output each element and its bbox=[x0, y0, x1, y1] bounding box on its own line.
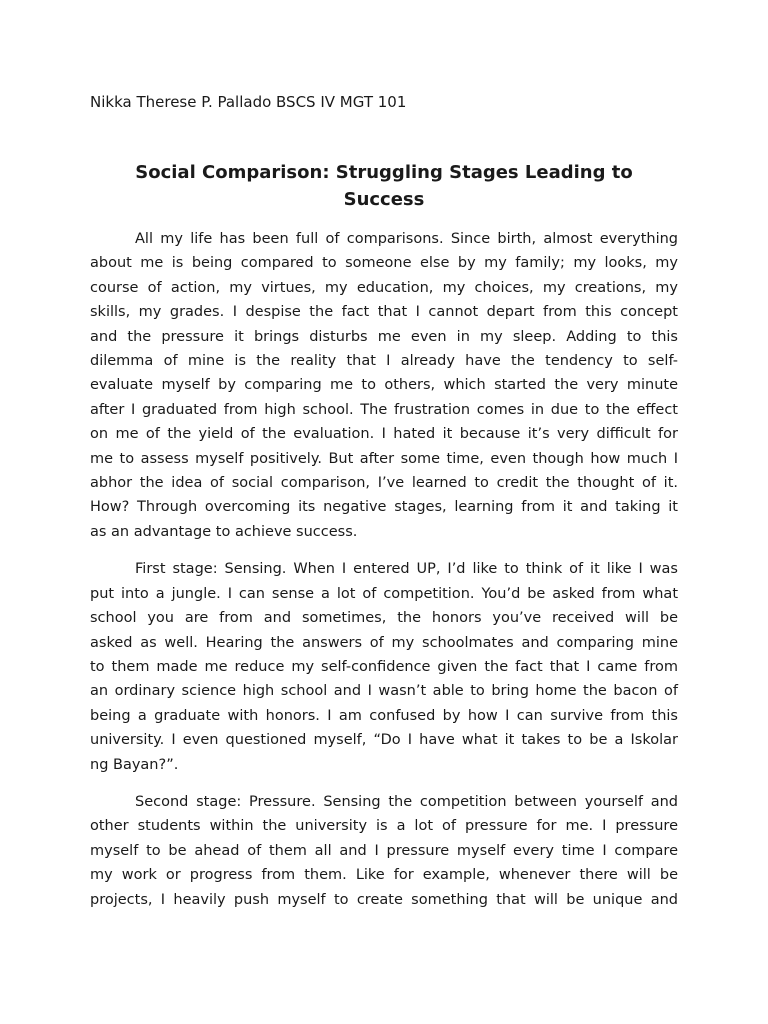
text-line: First stage: Sensing. When I entered UP, I’d like to think of it like I was bbox=[135, 561, 678, 578]
text-line: about me is being compared to someone else by my family; my looks, my bbox=[90, 255, 678, 272]
paragraph-2 bbox=[90, 557, 678, 777]
text-line: All my life has been full of comparisons. Since birth, almost everything bbox=[135, 231, 678, 247]
text-line: an ordinary science high school and I wasn’t able to bring home the bacon of bbox=[90, 683, 678, 700]
author-line: Nikka Therese P. Pallado BSCS IV MGT 101 bbox=[90, 93, 407, 111]
document-title bbox=[90, 159, 678, 213]
text-line: my work or progress from them. Like for example, whenever there will be bbox=[90, 867, 678, 884]
text-line: evaluate myself by comparing me to others, which started the very minute bbox=[90, 377, 678, 394]
text-line: and the pressure it brings disturbs me even in my sleep. Adding to this bbox=[90, 328, 678, 345]
text-line: university. I even questioned myself, “Do I have what it takes to be a Iskolar bbox=[90, 732, 678, 749]
paragraph-3 bbox=[90, 790, 678, 912]
text-line: abhor the idea of social comparison, I’ve learned to credit the thought of it. bbox=[90, 475, 678, 492]
text-line: as an advantage to achieve success. bbox=[90, 523, 358, 540]
text-line: skills, my grades. I despise the fact that I cannot depart from this concept bbox=[90, 304, 678, 321]
paragraph-1 bbox=[90, 227, 678, 544]
text-line: being a graduate with honors. I am confused by how I can survive from this bbox=[90, 707, 678, 724]
text-line: asked as well. Hearing the answers of my schoolmates and comparing mine bbox=[90, 634, 678, 651]
text-line: ng Bayan?”. bbox=[90, 756, 179, 773]
text-line: myself to be ahead of them all and I pressure myself every time I compare bbox=[90, 842, 678, 859]
text-line: to them made me reduce my self-confidence given the fact that I came from bbox=[90, 658, 678, 675]
text-line: dilemma of mine is the reality that I already have the tendency to self- bbox=[90, 353, 678, 370]
title-line-2: Success bbox=[343, 189, 425, 210]
text-line: Second stage: Pressure. Sensing the competition between yourself and bbox=[135, 793, 678, 810]
text-line: other students within the university is a lot of pressure for me. I pressure bbox=[90, 818, 678, 835]
text-line: course of action, my virtues, my education, my choices, my creations, my bbox=[90, 279, 678, 296]
text-line: after I graduated from high school. The frustration comes in due to the effect bbox=[90, 401, 678, 418]
text-line: How? Through overcoming its negative stages, learning from it and taking it bbox=[90, 499, 678, 516]
title-line-1: Social Comparison: Struggling Stages Leading to bbox=[135, 162, 633, 183]
text-line: put into a jungle. I can sense a lot of competition. You’d be asked from what bbox=[90, 585, 678, 602]
document-body bbox=[90, 227, 678, 925]
text-line: on me of the yield of the evaluation. I hated it because it’s very difficult for bbox=[90, 426, 678, 443]
text-line: school you are from and sometimes, the honors you’ve received will be bbox=[90, 610, 678, 627]
text-line: me to assess myself positively. But after some time, even though how much I bbox=[90, 450, 678, 467]
text-line: projects, I heavily push myself to create something that will be unique and bbox=[90, 891, 678, 908]
